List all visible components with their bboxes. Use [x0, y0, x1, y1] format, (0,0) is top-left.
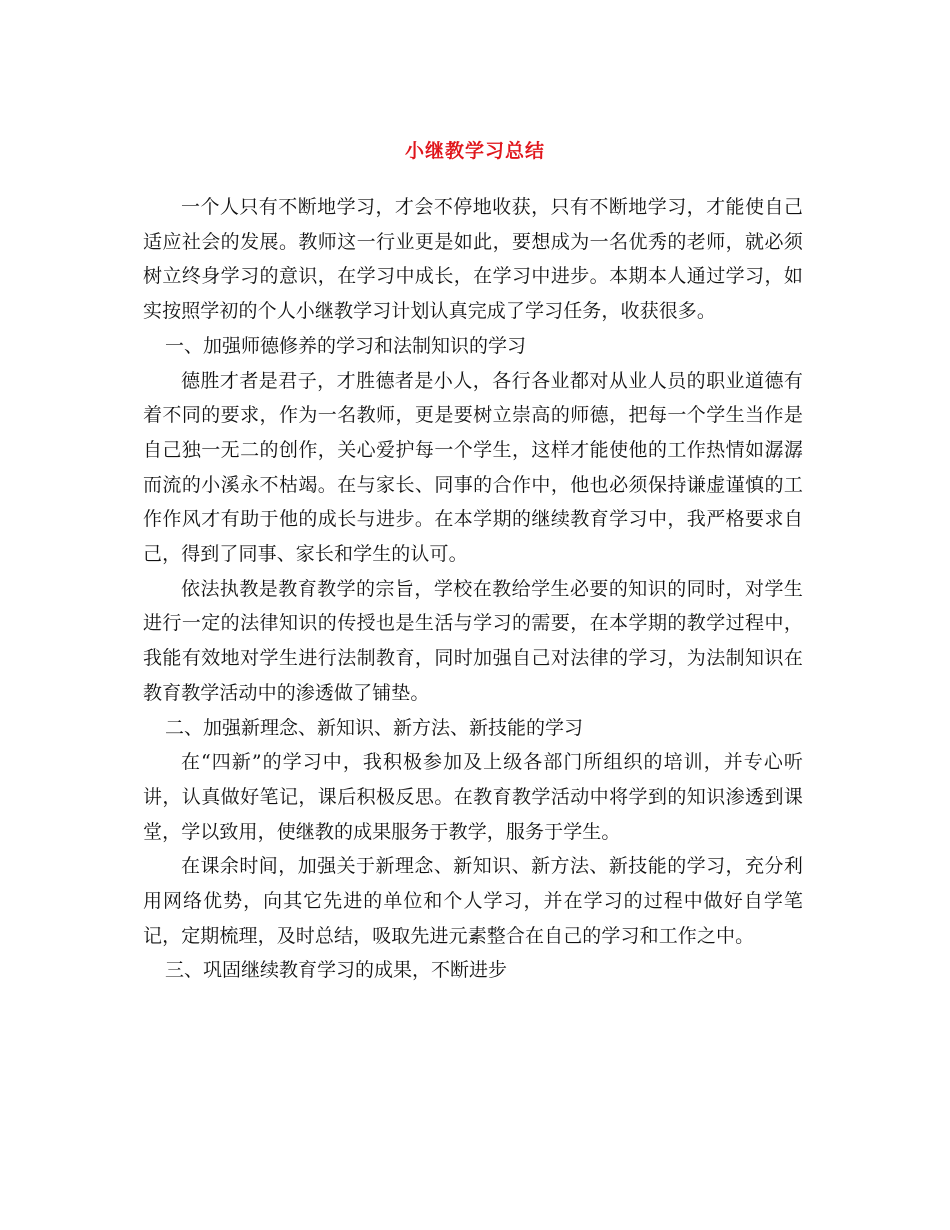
paragraph-intro: 一个人只有不断地学习，才会不停地收获，只有不断地学习，才能使自己适应社会的发展。教师这一行业更是如此，要想成为一名优秀的老师，就必须树立终身学习的意识，在学习中成长，在学习中进步。本期本人通过学习，如实按照学初的个人小继教学习计划认真完成了学习任务，收获很多。 [143, 196, 803, 323]
section-heading-1: 一、加强师德修养的学习和法制知识的学习 [165, 334, 527, 357]
paragraph-law: 依法执教是教育教学的宗旨，学校在教给学生必要的知识的同时，对学生进行一定的法律知识的传授也是生活与学习的需要，在本学期的教学过程中，我能有效地对学生进行法制教育，同时加强自己对法律的学习，为法制知识在教育教学活动中的渗透做了铺垫。 [143, 577, 803, 704]
paragraph-spare-time: 在课余时间，加强关于新理念、新知识、新方法、新技能的学习，充分利用网络优势，向其它先进的单位和个人学习，并在学习的过程中做好自学笔记，定期梳理，及时总结，吸取先进元素整合在自己的学习和工作之中。 [143, 855, 803, 947]
paragraph-ethics: 德胜才者是君子，才胜德者是小人，各行各业都对从业人员的职业道德有着不同的要求，作为一名教师，更是要树立崇高的师德，把每一个学生当作是自己独一无二的创作，关心爱护每一个学生，这样才能使他的工作热情如潺潺而流的小溪永不枯竭。在与家长、同事的合作中，他也必须保持谦虚谨慎的工作作风才有助于他的成长与进步。在本学期的继续教育学习中，我严格要求自己，得到了同事、家长和学生的认可。 [143, 369, 803, 566]
paragraph-four-new: 在“四新”的学习中，我积极参加及上级各部门所组织的培训，并专心听讲，认真做好笔记，课后积极反思。在教育教学活动中将学到的知识渗透到课堂，学以致用，使继教的成果服务于教学，服务于学生。 [143, 751, 803, 843]
document-title: 小继教学习总结 [404, 139, 545, 162]
section-heading-3: 三、巩固继续教育学习的成果，不断进步 [165, 959, 508, 982]
document-body [143, 190, 803, 988]
section-heading-2: 二、加强新理念、新知识、新方法、新技能的学习 [165, 716, 584, 739]
